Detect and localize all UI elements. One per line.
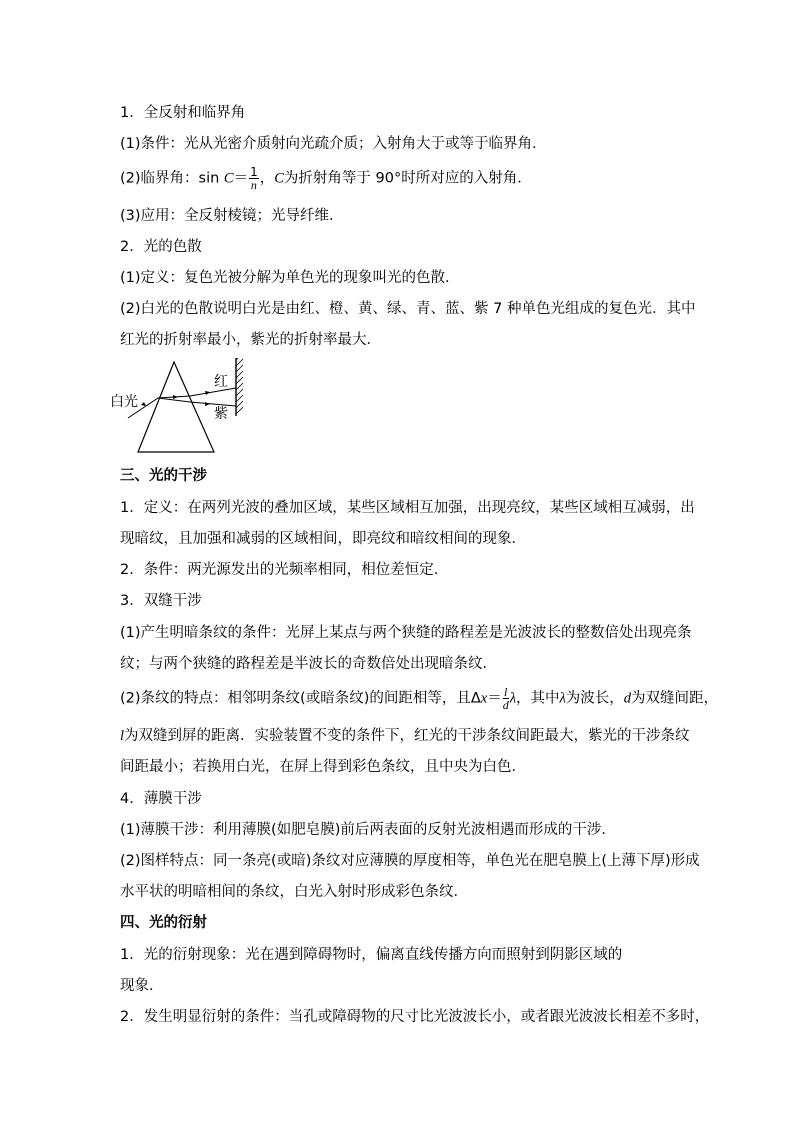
paragraph-definition: (1)定义：复色光被分解为单色光的现象叫光的色散． xyxy=(120,270,460,286)
red-label: 红 xyxy=(214,374,228,390)
paragraph-interference-condition: 2．条件：两光源发出的光频率相同，相位差恒定． xyxy=(120,562,449,578)
subsection-thin-film: 4．薄膜干涉 xyxy=(120,791,202,807)
white-light-label: 白光 xyxy=(110,394,138,410)
paragraph-white-light-1: (2)白光的色散说明白光是由红、橙、黄、绿、青、蓝、紫 7 种单色光组成的复色光．其中 xyxy=(120,301,696,317)
paragraph-application: (3)应用：全反射棱镜；光导纤维． xyxy=(120,208,344,224)
paragraph-fringe-features-3: 间距最小；若换用白光，在屏上得到彩色条纹，且中央为白色． xyxy=(120,759,526,775)
paragraph-fringe-condition-2: 纹；与两个狭缝的路程差是半波长的奇数倍处出现暗条纹． xyxy=(120,656,497,672)
violet-ray xyxy=(158,398,236,406)
paragraph-critical-angle: (2)临界角：sin C＝ $\frac{1}{n}$ ，C为折射角等于 90°时所对应的入射角． xyxy=(120,165,532,192)
paragraph-fringe-condition-1: (1)产生明暗条纹的条件：光屏上某点与两个狭缝的路程差是光波波长的整数倍处出现亮条 xyxy=(120,625,692,641)
subsection-total-reflection: 1．全反射和临界角 xyxy=(120,105,246,121)
prism-dispersion-figure xyxy=(110,358,250,458)
subsection-double-slit: 3．双缝干涉 xyxy=(120,593,202,609)
paragraph-diffraction-2: 现象． xyxy=(120,978,164,994)
paragraph-fringe-features-2: l为双缝到屏的距离．实验装置不变的条件下，红光的干涉条纹间距最大，紫光的干涉条纹 xyxy=(120,728,690,744)
paragraph-pattern-2: 水平状的明暗相间的条纹，白光入射时形成彩色条纹． xyxy=(120,884,468,900)
section-heading-interference: 三、光的干涉 xyxy=(120,468,207,484)
paragraph-interference-def-1: 1．定义：在两列光波的叠加区域，某些区域相互加强，出现亮纹，某些区域相互减弱，出 xyxy=(120,500,695,516)
arrow-incident xyxy=(141,402,146,406)
prism-shape xyxy=(138,362,214,452)
paragraph-white-light-2: 红光的折射率最小，紫光的折射率最大． xyxy=(120,332,381,348)
paragraph-pattern-1: (2)图样特点：同一条亮(或暗)条纹对应薄膜的厚度相等，单色光在肥皂膜上(上薄下厚)形成 xyxy=(120,853,700,869)
paragraph-diffraction-condition: 2．发生明显衍射的条件：当孔或障碍物的尺寸比光波波长小，或者跟光波波长相差不多时， xyxy=(120,1009,710,1025)
violet-label: 紫 xyxy=(214,406,228,422)
screen-hatching xyxy=(236,358,243,414)
paragraph-condition: (1)条件：光从光密介质射向光疏介质；入射角大于或等于临界角． xyxy=(120,136,547,152)
fraction-l-over-d: $\frac{l}{d}$ xyxy=(502,685,509,712)
section-heading-diffraction: 四、光的衍射 xyxy=(120,915,207,931)
paragraph-fringe-features: (2)条纹的特点：相邻明条纹(或暗条纹)的间距相等，且Δx＝ $\frac{l}{d}$ λ，其中λ为波长，d为双缝间距， xyxy=(120,685,719,712)
paragraph-diffraction-1: 1．光的衍射现象：光在遇到障碍物时，偏离直线传播方向而照射到阴影区域的 xyxy=(120,947,623,963)
arrow-violet xyxy=(205,402,210,406)
paragraph-interference-def-2: 现暗纹，且加强和减弱的区域相间，即亮纹和暗纹相间的现象． xyxy=(120,531,526,547)
subsection-dispersion: 2．光的色散 xyxy=(120,239,202,255)
fraction-one-over-n: $\frac{1}{n}$ xyxy=(250,165,258,192)
arrow-inside xyxy=(173,395,178,399)
paragraph-thin-film: (1)薄膜干涉：利用薄膜(如肥皂膜)前后两表面的反射光波相遇而形成的干涉． xyxy=(120,822,616,838)
